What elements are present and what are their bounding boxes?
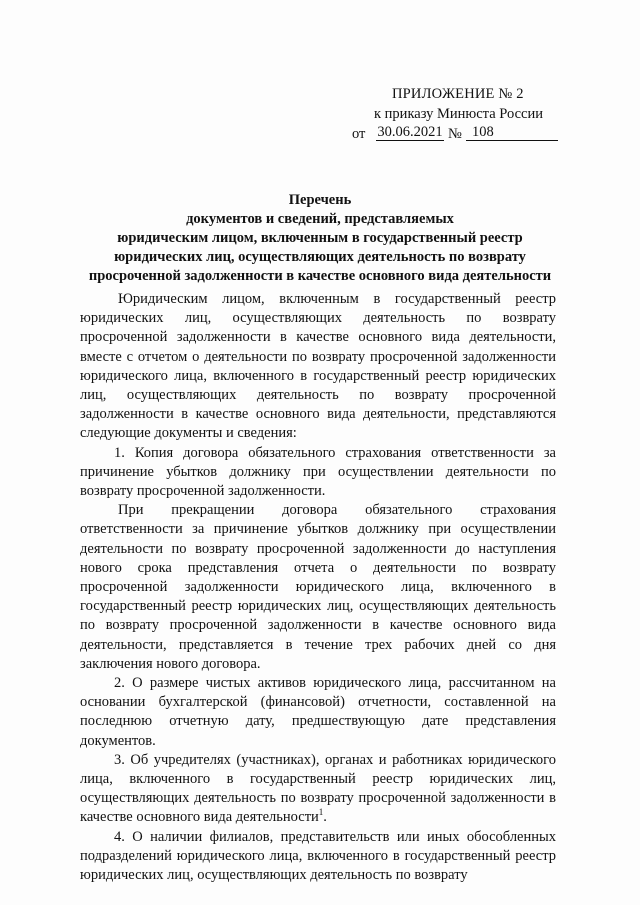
intro-paragraph: Юридическим лицом, включенным в государственный реестр юридических лиц, осуществляющих деятельность по возврату просроченной задолженности в качестве основного вида деятельности, вместе с отчетом о деятельности по возврату просроченной задолженности юридического лица, включенного в государственный реестр юридических лиц, осуществляющих деятельность по возврату просроченной задолженности в качестве основного вида деятельности, представляются следующие документы и сведения:: [80, 291, 556, 442]
list-item-3-text: 3. Об учредителях (участниках), органах и работниках юридического лица, включенного в государственный реестр юридических лиц, осуществляющих деятельность по возврату просроченной задолженности в качестве основного вида деятельности: [80, 751, 556, 826]
list-item-1-continuation: При прекращении договора обязательного страхования ответственности за причинение убытков должнику при осуществлении деятельности по возврату просроченной задолженности до наступления нового срока представления отчета о деятельности по возврату просроченной задолженности юридического лица, включенного в государственный реестр юридических лиц, осуществляющих деятельность по возврату просроченной задолженности в качестве основного вида деятельности, представляется в течение трех рабочих дней со дня заключения нового договора.: [80, 502, 556, 672]
document-title: [60, 191, 580, 286]
order-date-number-row: [352, 124, 562, 144]
date-prefix: от: [352, 126, 366, 142]
title-line: юридических лиц, осуществляющих деятельность по возврату: [114, 249, 526, 265]
number-sign: №: [448, 126, 462, 142]
list-item-3-end: .: [323, 809, 327, 826]
title-line: юридическим лицом, включенным в государственный реестр: [117, 230, 523, 246]
list-item-4: 4. О наличии филиалов, представительств или иных обособленных подразделений юридического лица, включенного в государственный реестр юридических лиц, осуществляющих деятельность по возврату: [80, 828, 556, 884]
list-item-2: 2. О размере чистых активов юридического лица, рассчитанном на основании бухгалтерской (финансовой) отчетности, составленной на последнюю отчетную дату, предшествующую дате представления документов.: [80, 675, 556, 749]
order-date: 30.06.2021: [377, 124, 443, 140]
order-reference: к приказу Минюста России: [374, 106, 543, 122]
appendix-title: ПРИЛОЖЕНИЕ № 2: [392, 86, 524, 102]
title-line: документов и сведений, представляемых: [186, 211, 454, 227]
title-line: Перечень: [288, 192, 352, 208]
footnote-marker[interactable]: 1: [318, 807, 324, 818]
order-number: 108: [466, 124, 558, 141]
title-line: просроченной задолженности в качестве основного вида деятельности: [88, 268, 552, 284]
document-body: [80, 290, 556, 885]
list-item-1: 1. Копия договора обязательного страхования ответственности за причинение убытков должнику при осуществлении деятельности по возврату просроченной задолженности.: [80, 444, 556, 500]
appendix-header: [352, 84, 562, 144]
list-item-3: [80, 751, 556, 828]
